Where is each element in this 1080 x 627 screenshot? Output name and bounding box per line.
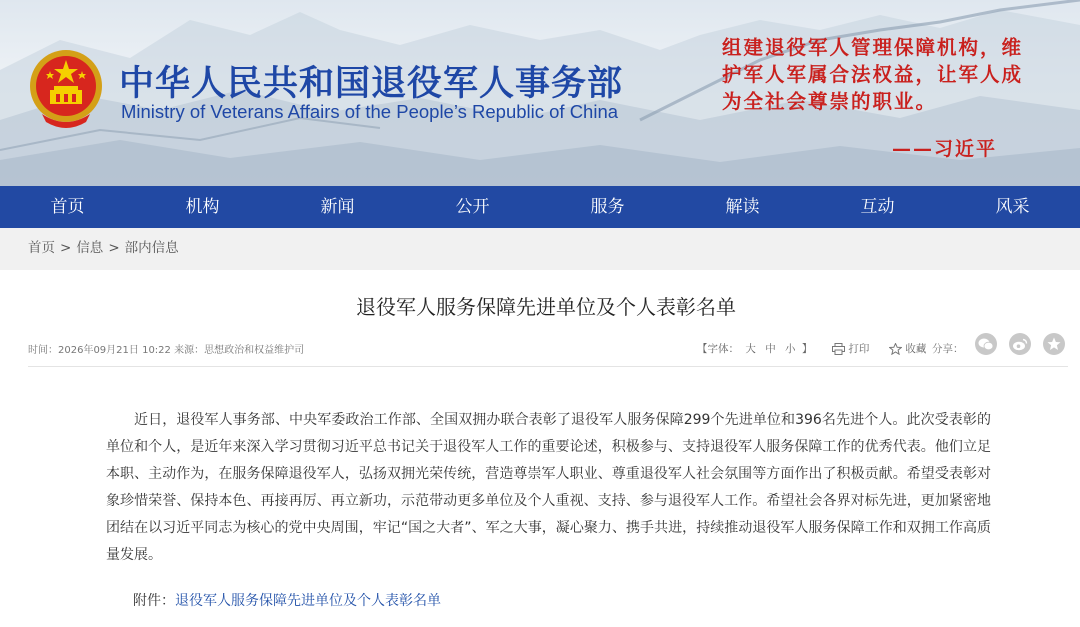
share-label: 分享： <box>932 343 964 355</box>
site-title-english: Ministry of Veterans Affairs of the People’s Republic of China <box>121 101 619 122</box>
site-title-chinese: 中华人民共和国退役军人事务部 <box>119 64 624 104</box>
star-icon <box>889 343 902 355</box>
printer-icon <box>832 343 845 355</box>
breadcrumb-home[interactable]: 首页 <box>28 240 55 256</box>
font-size-bracket-end: 】 <box>801 343 813 355</box>
font-size-control <box>697 341 812 356</box>
leader-quote: 组建退役军人管理保障机构，维护军人军属合法权益，让军人成为全社会尊崇的职业。 <box>722 36 1024 113</box>
wechat-icon[interactable] <box>975 333 997 355</box>
font-size-small[interactable]: 小 <box>785 343 796 355</box>
breadcrumb-info[interactable]: 信息 <box>76 240 104 256</box>
print-button[interactable] <box>832 341 869 356</box>
attachment-line <box>133 590 441 610</box>
breadcrumb-internal-info[interactable]: 部内信息 <box>124 240 179 256</box>
breadcrumb <box>28 228 179 269</box>
article-title: 退役军人服务保障先进单位及个人表彰名单 <box>356 295 736 319</box>
nav-item-interpretation[interactable]: 解读 <box>725 197 760 217</box>
qzone-icon[interactable] <box>1043 333 1065 355</box>
breadcrumb-separator: > <box>60 240 72 256</box>
font-size-label: 【字体： <box>697 343 739 355</box>
nav-item-organization[interactable]: 机构 <box>185 197 220 217</box>
nav-item-interaction[interactable]: 互动 <box>860 197 895 217</box>
favorite-button[interactable] <box>889 341 926 356</box>
breadcrumb-bar <box>0 228 1080 270</box>
nav-item-disclosure[interactable]: 公开 <box>455 197 490 217</box>
meta-divider <box>28 366 1068 367</box>
header-banner <box>0 0 1080 186</box>
national-emblem-icon <box>28 46 104 130</box>
nav-item-showcase[interactable]: 风采 <box>995 197 1030 217</box>
nav-item-services[interactable]: 服务 <box>590 197 625 217</box>
print-label: 打印 <box>848 343 870 355</box>
nav-item-news[interactable]: 新闻 <box>320 197 355 217</box>
article-tools <box>697 341 926 356</box>
weibo-icon[interactable] <box>1009 333 1031 355</box>
article-body: 近日，退役军人事务部、中央军委政治工作部、全国双拥办联合表彰了退役军人服务保障299个先进单位和396名先进个人。此次受表彰的单位和个人，是近年来深入学习贯彻习近平总书记关于退役军人工作的重要论述，积极参与、支持退役军人服务保障工作的优秀代表。他们立足本职、主动作为，在服务保障退役军人，弘扬双拥光荣传统，营造尊崇军人职业、尊重退役军人社会氛围等方面作出了积极贡献。希望受表彰对象珍惜荣誉、保持本色、再接再厉、再立新功，示范带动更多单位及个人重视、支持、参与退役军人工作。希望社会各界对标先进，更加紧密地团结在以习近平同志为核心的党中央周围，牢记“国之大者”、军之大事，凝心聚力、携手共进，持续推动退役军人服务保障工作和双拥工作高质量发展。 <box>106 412 991 563</box>
favorite-label: 收藏 <box>905 343 927 355</box>
font-size-medium[interactable]: 中 <box>765 343 776 355</box>
article-meta: 时间：2026年09月21日 10:22 来源：思想政治和权益维护司 <box>28 345 305 356</box>
breadcrumb-separator: > <box>108 240 120 256</box>
nav-item-home[interactable]: 首页 <box>50 197 85 217</box>
main-nav <box>0 186 1080 228</box>
font-size-large[interactable]: 大 <box>745 343 756 355</box>
quote-author: ——习近平 <box>892 138 998 160</box>
attachment-link[interactable]: 退役军人服务保障先进单位及个人表彰名单 <box>175 593 441 609</box>
attachment-label: 附件： <box>133 593 175 609</box>
